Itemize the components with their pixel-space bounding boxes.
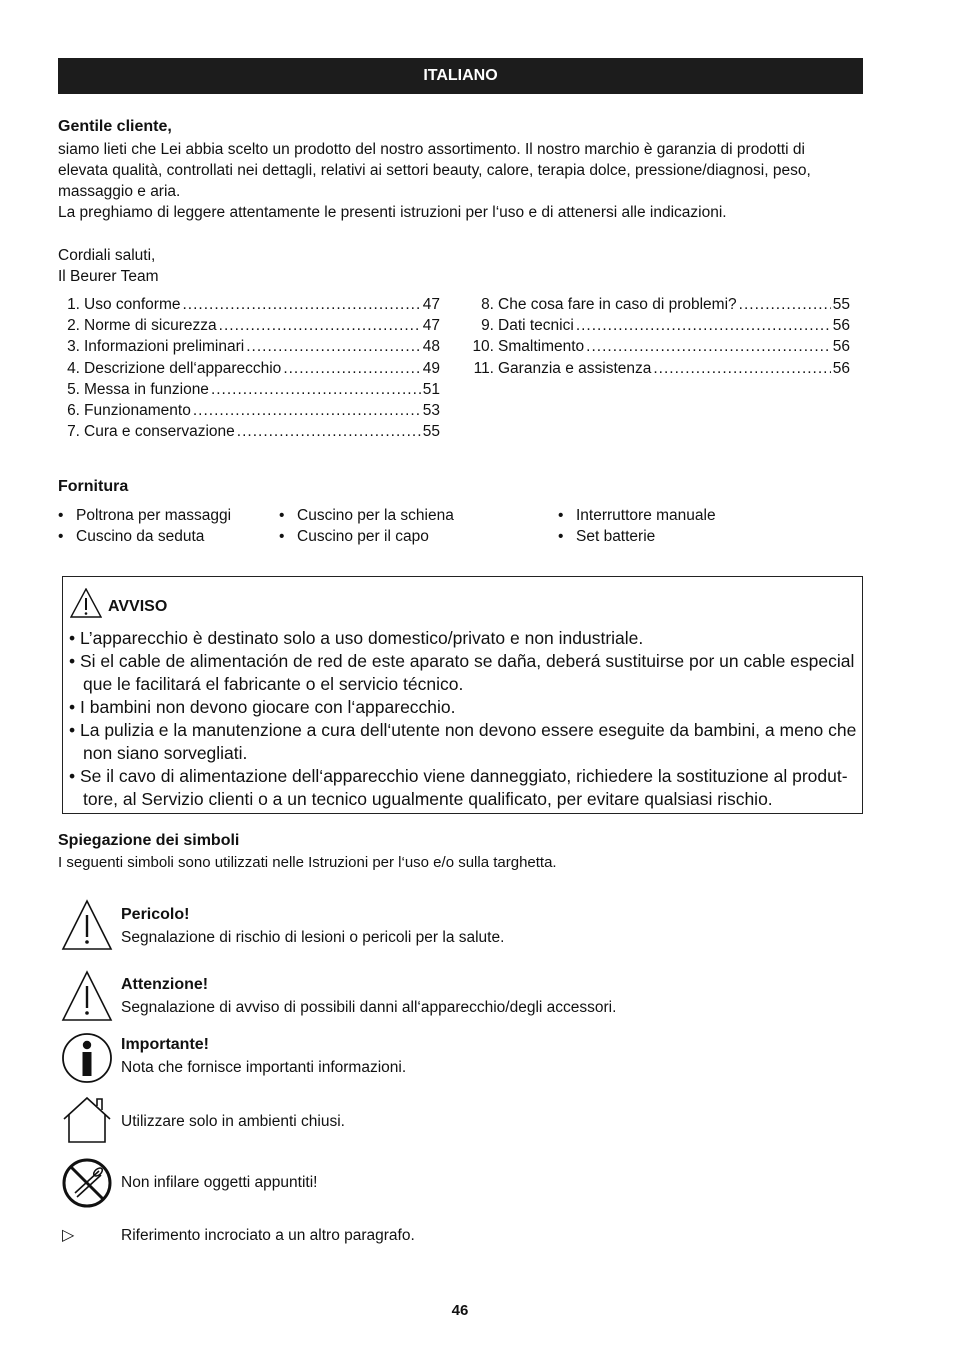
symbols-title: Spiegazione dei simboli bbox=[58, 832, 240, 849]
toc-page: 56 bbox=[832, 317, 850, 335]
toc-num: 7. bbox=[67, 423, 80, 441]
toc-leader bbox=[283, 358, 420, 379]
warning-triangle-icon bbox=[61, 970, 113, 1022]
toc-leader bbox=[193, 400, 421, 421]
toc-num: 11. bbox=[473, 359, 494, 377]
cross-reference-icon: ▷ bbox=[62, 1227, 75, 1244]
toc-entry bbox=[60, 400, 440, 421]
danger-desc: Segnalazione di rischio di lesioni o pericoli per la salute. bbox=[121, 929, 505, 946]
toc-label: Informazioni preliminari bbox=[84, 338, 245, 356]
supply-item: • Interruttore manuale bbox=[558, 505, 716, 526]
important-title: Importante! bbox=[121, 1036, 209, 1053]
closing-line-2: Il Beurer Team bbox=[58, 268, 159, 285]
page-number: 46 bbox=[451, 1302, 469, 1319]
toc-page: 47 bbox=[422, 317, 440, 335]
toc-leader bbox=[246, 336, 421, 357]
toc-entry bbox=[60, 421, 440, 442]
toc-entry bbox=[470, 336, 850, 357]
toc-label: Uso conforme bbox=[84, 296, 181, 313]
closing-line-1: Cordiali saluti, bbox=[58, 247, 156, 264]
supply-item: • Set batterie bbox=[558, 526, 716, 547]
toc-leader bbox=[653, 358, 830, 379]
toc-label: Che cosa fare in caso di problemi? bbox=[498, 296, 737, 313]
supply-item: • Poltrona per massaggi bbox=[58, 505, 231, 526]
toc-page: 49 bbox=[422, 359, 440, 377]
toc-label: Smaltimento bbox=[498, 338, 585, 356]
toc-leader bbox=[211, 379, 421, 400]
toc-label: Garanzia e assistenza bbox=[498, 359, 652, 377]
toc-entry bbox=[60, 294, 440, 315]
supply-column-3 bbox=[558, 505, 716, 547]
danger-title: Pericolo! bbox=[121, 906, 190, 923]
toc-num: 9. bbox=[481, 317, 494, 335]
closing bbox=[58, 245, 159, 287]
toc-num: 3. bbox=[67, 338, 80, 356]
toc-entry bbox=[470, 358, 850, 379]
warning-item: • Si el cable de alimentación de red de este aparato se daña, deberá sustituirse por un cable especial que le facilitará el fabricante o el servicio técnico. bbox=[69, 650, 857, 696]
toc-num: 2. bbox=[67, 317, 80, 335]
crossref-desc: Riferimento incrociato a un altro paragrafo. bbox=[121, 1227, 415, 1244]
toc-right bbox=[470, 294, 850, 379]
supply-item: • Cuscino per la schiena bbox=[279, 505, 454, 526]
info-icon bbox=[61, 1032, 113, 1084]
toc-entry bbox=[470, 315, 850, 336]
toc-label: Cura e conservazione bbox=[84, 423, 235, 441]
toc-leader bbox=[182, 294, 420, 315]
warning-triangle-icon bbox=[61, 899, 113, 951]
toc-num: 6. bbox=[67, 402, 80, 420]
warning-list bbox=[69, 627, 857, 811]
toc-page: 55 bbox=[832, 296, 850, 313]
toc-entry bbox=[470, 294, 850, 315]
toc-entry bbox=[60, 379, 440, 400]
warning-title: AVVISO bbox=[108, 598, 168, 615]
toc-leader bbox=[576, 315, 831, 336]
supply-column-1 bbox=[58, 505, 231, 547]
toc-label: Descrizione dell‘apparecchio bbox=[84, 359, 282, 377]
greeting: Gentile cliente, bbox=[58, 118, 172, 135]
toc-entry bbox=[60, 358, 440, 379]
toc-entry bbox=[60, 336, 440, 357]
toc-num: 10. bbox=[472, 338, 494, 356]
supply-item: • Cuscino per il capo bbox=[279, 526, 454, 547]
important-desc: Nota che fornisce importanti informazioni. bbox=[121, 1059, 407, 1076]
warning-item: • L’apparecchio è destinato solo a uso domestico/privato e non industriale. bbox=[69, 627, 857, 650]
toc-left bbox=[60, 294, 440, 442]
toc-page: 47 bbox=[422, 296, 440, 313]
toc-page: 55 bbox=[422, 423, 440, 441]
caution-desc: Segnalazione di avviso di possibili danni all‘apparecchio/degli accessori. bbox=[121, 999, 617, 1016]
language-header: ITALIANO bbox=[58, 58, 863, 94]
toc-leader bbox=[586, 336, 831, 357]
toc-leader bbox=[219, 315, 421, 336]
warning-heading bbox=[70, 588, 167, 618]
supply-column-2 bbox=[279, 505, 454, 547]
supply-title: Fornitura bbox=[58, 478, 129, 495]
toc-page: 56 bbox=[832, 338, 850, 356]
intro-paragraph-1: siamo lieti che Lei abbia scelto un prodotto del nostro assortimento. Il nostro marchio è garanzia di prodotti di elevata qualità, controllati nei dettagli, relativi ai settori beauty, calore, terapia dolce, pressione/diagnosi, peso, massaggio e aria. bbox=[58, 141, 811, 200]
toc-page: 48 bbox=[422, 338, 440, 356]
toc-num: 5. bbox=[67, 380, 80, 398]
toc-num: 8. bbox=[481, 296, 494, 313]
toc-label: Norme di sicurezza bbox=[84, 317, 217, 335]
toc-page: 56 bbox=[832, 359, 850, 377]
toc-page: 51 bbox=[422, 380, 440, 398]
toc-page: 53 bbox=[422, 402, 440, 420]
toc-label: Funzionamento bbox=[84, 402, 191, 420]
no-needles-desc: Non infilare oggetti appuntiti! bbox=[121, 1174, 318, 1191]
no-needles-icon bbox=[61, 1157, 113, 1209]
toc-label: Dati tecnici bbox=[498, 317, 574, 335]
indoor-desc: Utilizzare solo in ambienti chiusi. bbox=[121, 1113, 345, 1130]
toc-num: 4. bbox=[67, 359, 80, 377]
caution-title: Attenzione! bbox=[121, 976, 209, 993]
intro-text bbox=[58, 139, 858, 223]
warning-triangle-icon bbox=[70, 588, 102, 618]
toc-num: 1. bbox=[67, 296, 80, 313]
symbols-subtitle: I seguenti simboli sono utilizzati nelle Istruzioni per l‘uso e/o sulla targhetta. bbox=[58, 854, 557, 871]
house-icon bbox=[61, 1095, 113, 1145]
toc-leader bbox=[739, 294, 831, 315]
intro-paragraph-2: La preghiamo di leggere attentamente le presenti istruzioni per l‘uso e di attenersi alle indicazioni. bbox=[58, 204, 727, 221]
warning-item: • La pulizia e la manutenzione a cura dell‘utente non devono essere eseguite da bambini, a meno che non siano sorvegliati. bbox=[69, 719, 857, 765]
supply-item: • Cuscino da seduta bbox=[58, 526, 231, 547]
toc-entry bbox=[60, 315, 440, 336]
toc-label: Messa in funzione bbox=[84, 380, 209, 398]
warning-item: • I bambini non devono giocare con l‘apparecchio. bbox=[69, 696, 857, 719]
warning-item: • Se il cavo di alimentazione dell‘apparecchio viene danneggiato, richiedere la sostituzione al produt-tore, al Servizio clienti o a un tecnico ugualmente qualificato, per evitare qualsiasi rischio. bbox=[69, 765, 857, 811]
toc-leader bbox=[237, 421, 421, 442]
